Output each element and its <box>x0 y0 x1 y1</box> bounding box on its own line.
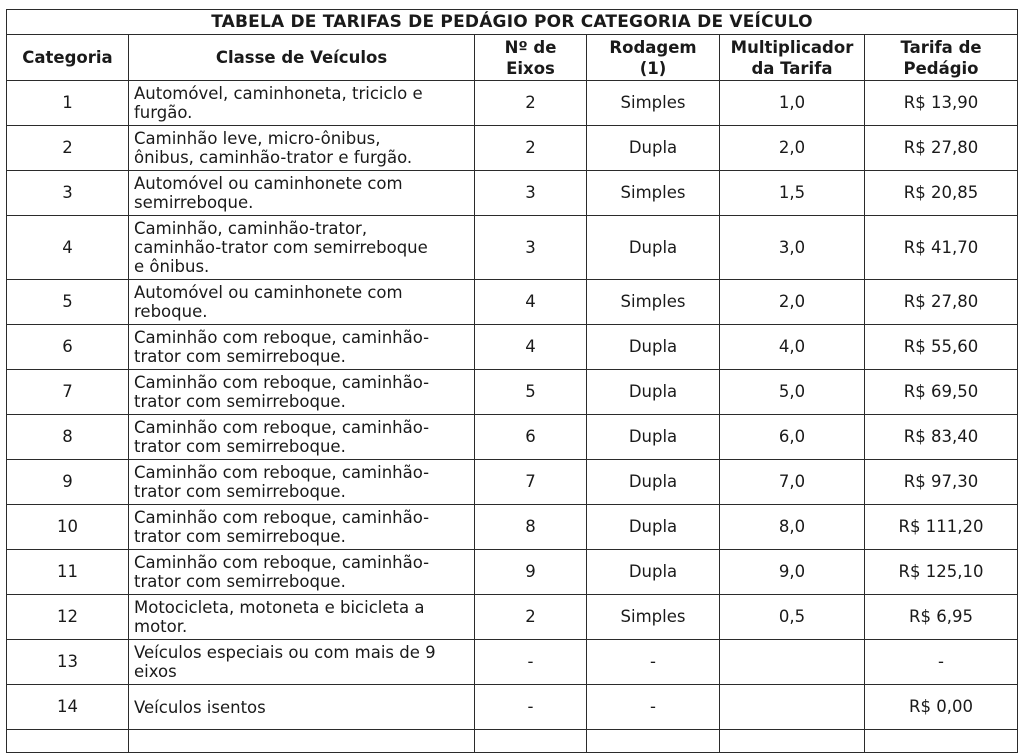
header-row <box>7 35 1018 81</box>
cell-classe: Automóvel, caminhoneta, triciclo e furgão. <box>129 81 475 126</box>
table-row <box>7 280 1018 325</box>
table-row <box>7 171 1018 216</box>
cell-rodagem: Dupla <box>587 370 720 415</box>
cell-categoria: 2 <box>7 126 129 171</box>
cell-tarifa: R$ 55,60 <box>865 325 1018 370</box>
cell-tarifa: R$ 13,90 <box>865 81 1018 126</box>
cell-rodagem: Dupla <box>587 126 720 171</box>
cell-multiplicador: 6,0 <box>720 415 865 460</box>
cell-eixos: 6 <box>475 415 587 460</box>
tariff-table <box>6 9 1018 753</box>
cell-classe: Caminhão, caminhão-trator, caminhão-trator com semirreboque e ônibus. <box>129 216 475 280</box>
cell-tarifa: R$ 97,30 <box>865 460 1018 505</box>
cell-multiplicador: 4,0 <box>720 325 865 370</box>
cell-classe: Veículos isentos <box>129 685 475 730</box>
cell-rodagem: Simples <box>587 280 720 325</box>
cell-multiplicador: 3,0 <box>720 216 865 280</box>
cell-multiplicador <box>720 685 865 730</box>
table-row <box>7 81 1018 126</box>
cell-multiplicador: 7,0 <box>720 460 865 505</box>
table-row <box>7 550 1018 595</box>
cell-categoria: 13 <box>7 640 129 685</box>
cell-rodagem: - <box>587 640 720 685</box>
cell-eixos: 2 <box>475 81 587 126</box>
cell-classe: Veículos especiais ou com mais de 9 eixos <box>129 640 475 685</box>
cell-eixos <box>475 730 587 753</box>
table-row <box>7 460 1018 505</box>
cell-classe: Automóvel ou caminhonete com reboque. <box>129 280 475 325</box>
cell-tarifa: R$ 83,40 <box>865 415 1018 460</box>
cell-categoria: 8 <box>7 415 129 460</box>
cell-eixos: 2 <box>475 126 587 171</box>
cell-classe: Caminhão com reboque, caminhão- trator com semirreboque. <box>129 505 475 550</box>
cell-multiplicador: 8,0 <box>720 505 865 550</box>
cell-categoria: 12 <box>7 595 129 640</box>
cell-categoria <box>7 730 129 753</box>
cell-multiplicador: 9,0 <box>720 550 865 595</box>
cell-tarifa: - <box>865 640 1018 685</box>
cell-rodagem: Dupla <box>587 460 720 505</box>
table-title: TABELA DE TARIFAS DE PEDÁGIO POR CATEGORIA DE VEÍCULO <box>7 10 1018 35</box>
cell-rodagem: Dupla <box>587 216 720 280</box>
cell-classe: Caminhão com reboque, caminhão- trator com semirreboque. <box>129 415 475 460</box>
cell-classe: Motocicleta, motoneta e bicicleta a motor. <box>129 595 475 640</box>
header-eixos: Nº de Eixos <box>475 35 587 81</box>
cell-eixos: 2 <box>475 595 587 640</box>
cell-rodagem: - <box>587 685 720 730</box>
table-row <box>7 415 1018 460</box>
cell-multiplicador <box>720 640 865 685</box>
table-row <box>7 595 1018 640</box>
cell-multiplicador <box>720 730 865 753</box>
cell-tarifa: R$ 41,70 <box>865 216 1018 280</box>
header-classe: Classe de Veículos <box>129 35 475 81</box>
cell-tarifa: R$ 125,10 <box>865 550 1018 595</box>
cell-rodagem: Simples <box>587 171 720 216</box>
cell-categoria: 4 <box>7 216 129 280</box>
cell-rodagem: Simples <box>587 595 720 640</box>
header-multiplicador: Multiplicador da Tarifa <box>720 35 865 81</box>
cell-multiplicador: 1,0 <box>720 81 865 126</box>
cell-categoria: 9 <box>7 460 129 505</box>
cell-categoria: 11 <box>7 550 129 595</box>
table-row <box>7 126 1018 171</box>
cell-classe: Caminhão com reboque, caminhão- trator com semirreboque. <box>129 550 475 595</box>
table-row <box>7 685 1018 730</box>
table-row <box>7 216 1018 280</box>
cell-classe: Caminhão com reboque, caminhão- trator com semirreboque. <box>129 325 475 370</box>
table-row <box>7 730 1018 753</box>
header-categoria: Categoria <box>7 35 129 81</box>
cell-eixos: 4 <box>475 325 587 370</box>
cell-eixos: 8 <box>475 505 587 550</box>
cell-eixos: 3 <box>475 171 587 216</box>
cell-eixos: 5 <box>475 370 587 415</box>
cell-categoria: 10 <box>7 505 129 550</box>
cell-eixos: 4 <box>475 280 587 325</box>
table-row <box>7 325 1018 370</box>
cell-tarifa <box>865 730 1018 753</box>
cell-categoria: 3 <box>7 171 129 216</box>
cell-categoria: 5 <box>7 280 129 325</box>
cell-classe <box>129 730 475 753</box>
cell-tarifa: R$ 20,85 <box>865 171 1018 216</box>
header-tarifa: Tarifa de Pedágio <box>865 35 1018 81</box>
cell-tarifa: R$ 27,80 <box>865 280 1018 325</box>
cell-multiplicador: 0,5 <box>720 595 865 640</box>
tariff-table-container <box>6 9 1017 753</box>
cell-rodagem: Dupla <box>587 505 720 550</box>
cell-classe: Automóvel ou caminhonete com semirreboque. <box>129 171 475 216</box>
cell-eixos: - <box>475 685 587 730</box>
cell-categoria: 1 <box>7 81 129 126</box>
cell-eixos: 9 <box>475 550 587 595</box>
cell-classe: Caminhão com reboque, caminhão- trator com semirreboque. <box>129 370 475 415</box>
cell-eixos: - <box>475 640 587 685</box>
cell-classe: Caminhão leve, micro-ônibus, ônibus, caminhão-trator e furgão. <box>129 126 475 171</box>
cell-classe: Caminhão com reboque, caminhão- trator com semirreboque. <box>129 460 475 505</box>
cell-rodagem: Simples <box>587 81 720 126</box>
cell-multiplicador: 1,5 <box>720 171 865 216</box>
cell-categoria: 14 <box>7 685 129 730</box>
cell-tarifa: R$ 111,20 <box>865 505 1018 550</box>
cell-rodagem: Dupla <box>587 550 720 595</box>
cell-categoria: 6 <box>7 325 129 370</box>
cell-tarifa: R$ 6,95 <box>865 595 1018 640</box>
cell-rodagem <box>587 730 720 753</box>
cell-multiplicador: 5,0 <box>720 370 865 415</box>
cell-rodagem: Dupla <box>587 415 720 460</box>
table-row <box>7 370 1018 415</box>
cell-tarifa: R$ 27,80 <box>865 126 1018 171</box>
table-row <box>7 640 1018 685</box>
cell-eixos: 7 <box>475 460 587 505</box>
header-rodagem: Rodagem (1) <box>587 35 720 81</box>
cell-tarifa: R$ 0,00 <box>865 685 1018 730</box>
table-row <box>7 505 1018 550</box>
cell-tarifa: R$ 69,50 <box>865 370 1018 415</box>
cell-rodagem: Dupla <box>587 325 720 370</box>
cell-multiplicador: 2,0 <box>720 280 865 325</box>
cell-multiplicador: 2,0 <box>720 126 865 171</box>
cell-categoria: 7 <box>7 370 129 415</box>
cell-eixos: 3 <box>475 216 587 280</box>
